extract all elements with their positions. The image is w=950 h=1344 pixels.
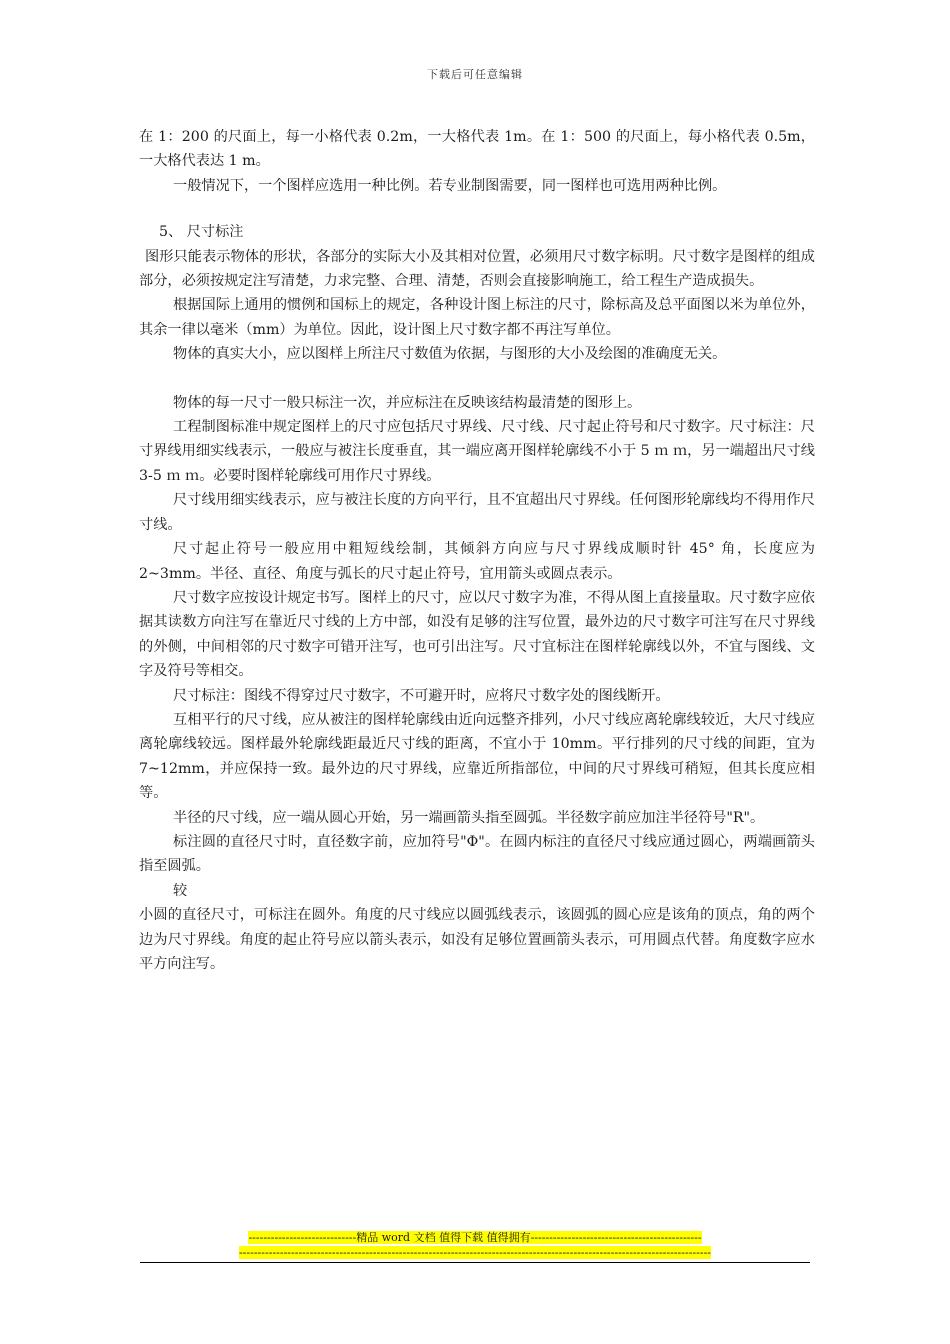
footer-banner <box>0 1231 950 1245</box>
paragraph-diameter: 标注圆的直径尺寸时，直径数字前，应加符号"Φ"。在圆内标注的直径尺寸线应通过圆心，两端画箭头指至圆弧。 <box>139 833 815 875</box>
paragraph-parallel-lines: 互相平行的尺寸线，应从被注的图样轮廓线由近向远整齐排列，小尺寸线应离轮廓线较近，大尺寸线应离轮廓线较远。图样最外轮廓线距最近尺寸线的距离，不宜小于 10mm。平行排列的尺寸线的间距，宜为 7~12mm，并应保持一致。最外边的尺寸界线，应靠近所指部位，中间的尺寸界线可稍短，但其长度应相等。 <box>139 711 815 802</box>
paragraph-true-size: 物体的真实大小，应以图样上所注尺寸数值为依据，与图形的大小及绘图的准确度无关。 <box>173 346 727 363</box>
footer-banner-dashes <box>0 1246 950 1260</box>
section-heading: 5、 尺寸标注 <box>159 224 244 241</box>
paragraph-angle: 小圆的直径尺寸，可标注在圆外。角度的尺寸线应以圆弧线表示，该圆弧的圆心应是该角的顶点，角的两个边为尺寸界线。角度的起止符号应以箭头表示，如没有足够位置画箭头表示，可用圆点代替。角度数字应水平方向注写。 <box>139 907 815 972</box>
footer-divider <box>140 1262 810 1263</box>
paragraph-line-break: 尺寸标注：图线不得穿过尺寸数字，不可避开时，应将尺寸数字处的图线断开。 <box>173 687 670 704</box>
paragraph-once-rule: 物体的每一尺寸一般只标注一次，并应标注在反映该结构最清楚的图形上。 <box>173 394 642 411</box>
footer-line-2: ------------------------------------------------------------------------------------------------------------------------------- <box>238 1246 712 1259</box>
document-body <box>139 125 815 976</box>
paragraph-scale-continued: 在 1：200 的尺面上，每一小格代表 0.2m，一大格代表 1m。在 1：500 的尺面上，每小格代表 0.5m，一大格代表达 1 m。 <box>139 129 815 170</box>
paragraph-components: 工程制图标准中规定图样上的尺寸应包括尺寸界线、尺寸线、尺寸起止符号和尺寸数字。尺寸标注：尺寸界线用细实线表示，一般应与被注长度垂直，其一端应离开图样轮廓线不小于 5 ｍ ｍ，另一端超出尺寸线 3-5 ｍ ｍ。必要时图样轮廓线可用作尺寸界线。 <box>139 419 815 484</box>
paragraph-terminator: 尺寸起止符号一般应用中粗短线绘制，其倾斜方向应与尺寸界线成顺时针 45° 角，长度应为 2~3mm。半径、直径、角度与弧长的尺寸起止符号，宜用箭头或圆点表示。 <box>139 541 815 582</box>
footer-line-1: -----------------------------精品 word 文档 值得下载 值得拥有---------------------------------------------- <box>248 1231 702 1244</box>
paragraph-dimension-line: 尺寸线用细实线表示，应与被注长度的方向平行，且不宜超出尺寸界线。任何图形轮廓线均不得用作尺寸线。 <box>139 492 815 533</box>
paragraph-units: 根据国际上通用的惯例和国标上的规定，各种设计图上标注的尺寸，除标高及总平面图以米为单位外，其余一律以毫米（mm）为单位。因此，设计图上尺寸数字都不再注写单位。 <box>139 297 815 338</box>
paragraph-dimension-intro: 图形只能表示物体的形状，各部分的实际大小及其相对位置，必须用尺寸数字标明。尺寸数字是图样的组成部分，必须按规定注写清楚，力求完整、合理、清楚，否则会直接影响施工，给工程生产造成损失。 <box>139 248 815 290</box>
paragraph-fragment: 较 <box>173 882 188 899</box>
paragraph-radius: 半径的尺寸线，应一端从圆心开始，另一端画箭头指至圆弧。半径数字前应加注半径符号"R"。 <box>173 809 765 826</box>
paragraph-dimension-number: 尺寸数字应按设计规定书写。图样上的尺寸，应以尺寸数字为准，不得从图上直接量取。尺寸数字应依据其读数方向注写在靠近尺寸线的上方中部，如没有足够的注写位置，最外边的尺寸数字可注写在尺寸界线的外侧，中间相邻的尺寸数字可错开注写，也可引出注写。尺寸宜标注在图样轮廓线以外，不宜与图线、文字及符号等相交。 <box>139 589 815 680</box>
paragraph-scale-choice: 一般情况下，一个图样应选用一种比例。若专业制图需要，同一图样也可选用两种比例。 <box>173 177 727 194</box>
page-header: 下载后可任意编辑 <box>427 68 523 81</box>
